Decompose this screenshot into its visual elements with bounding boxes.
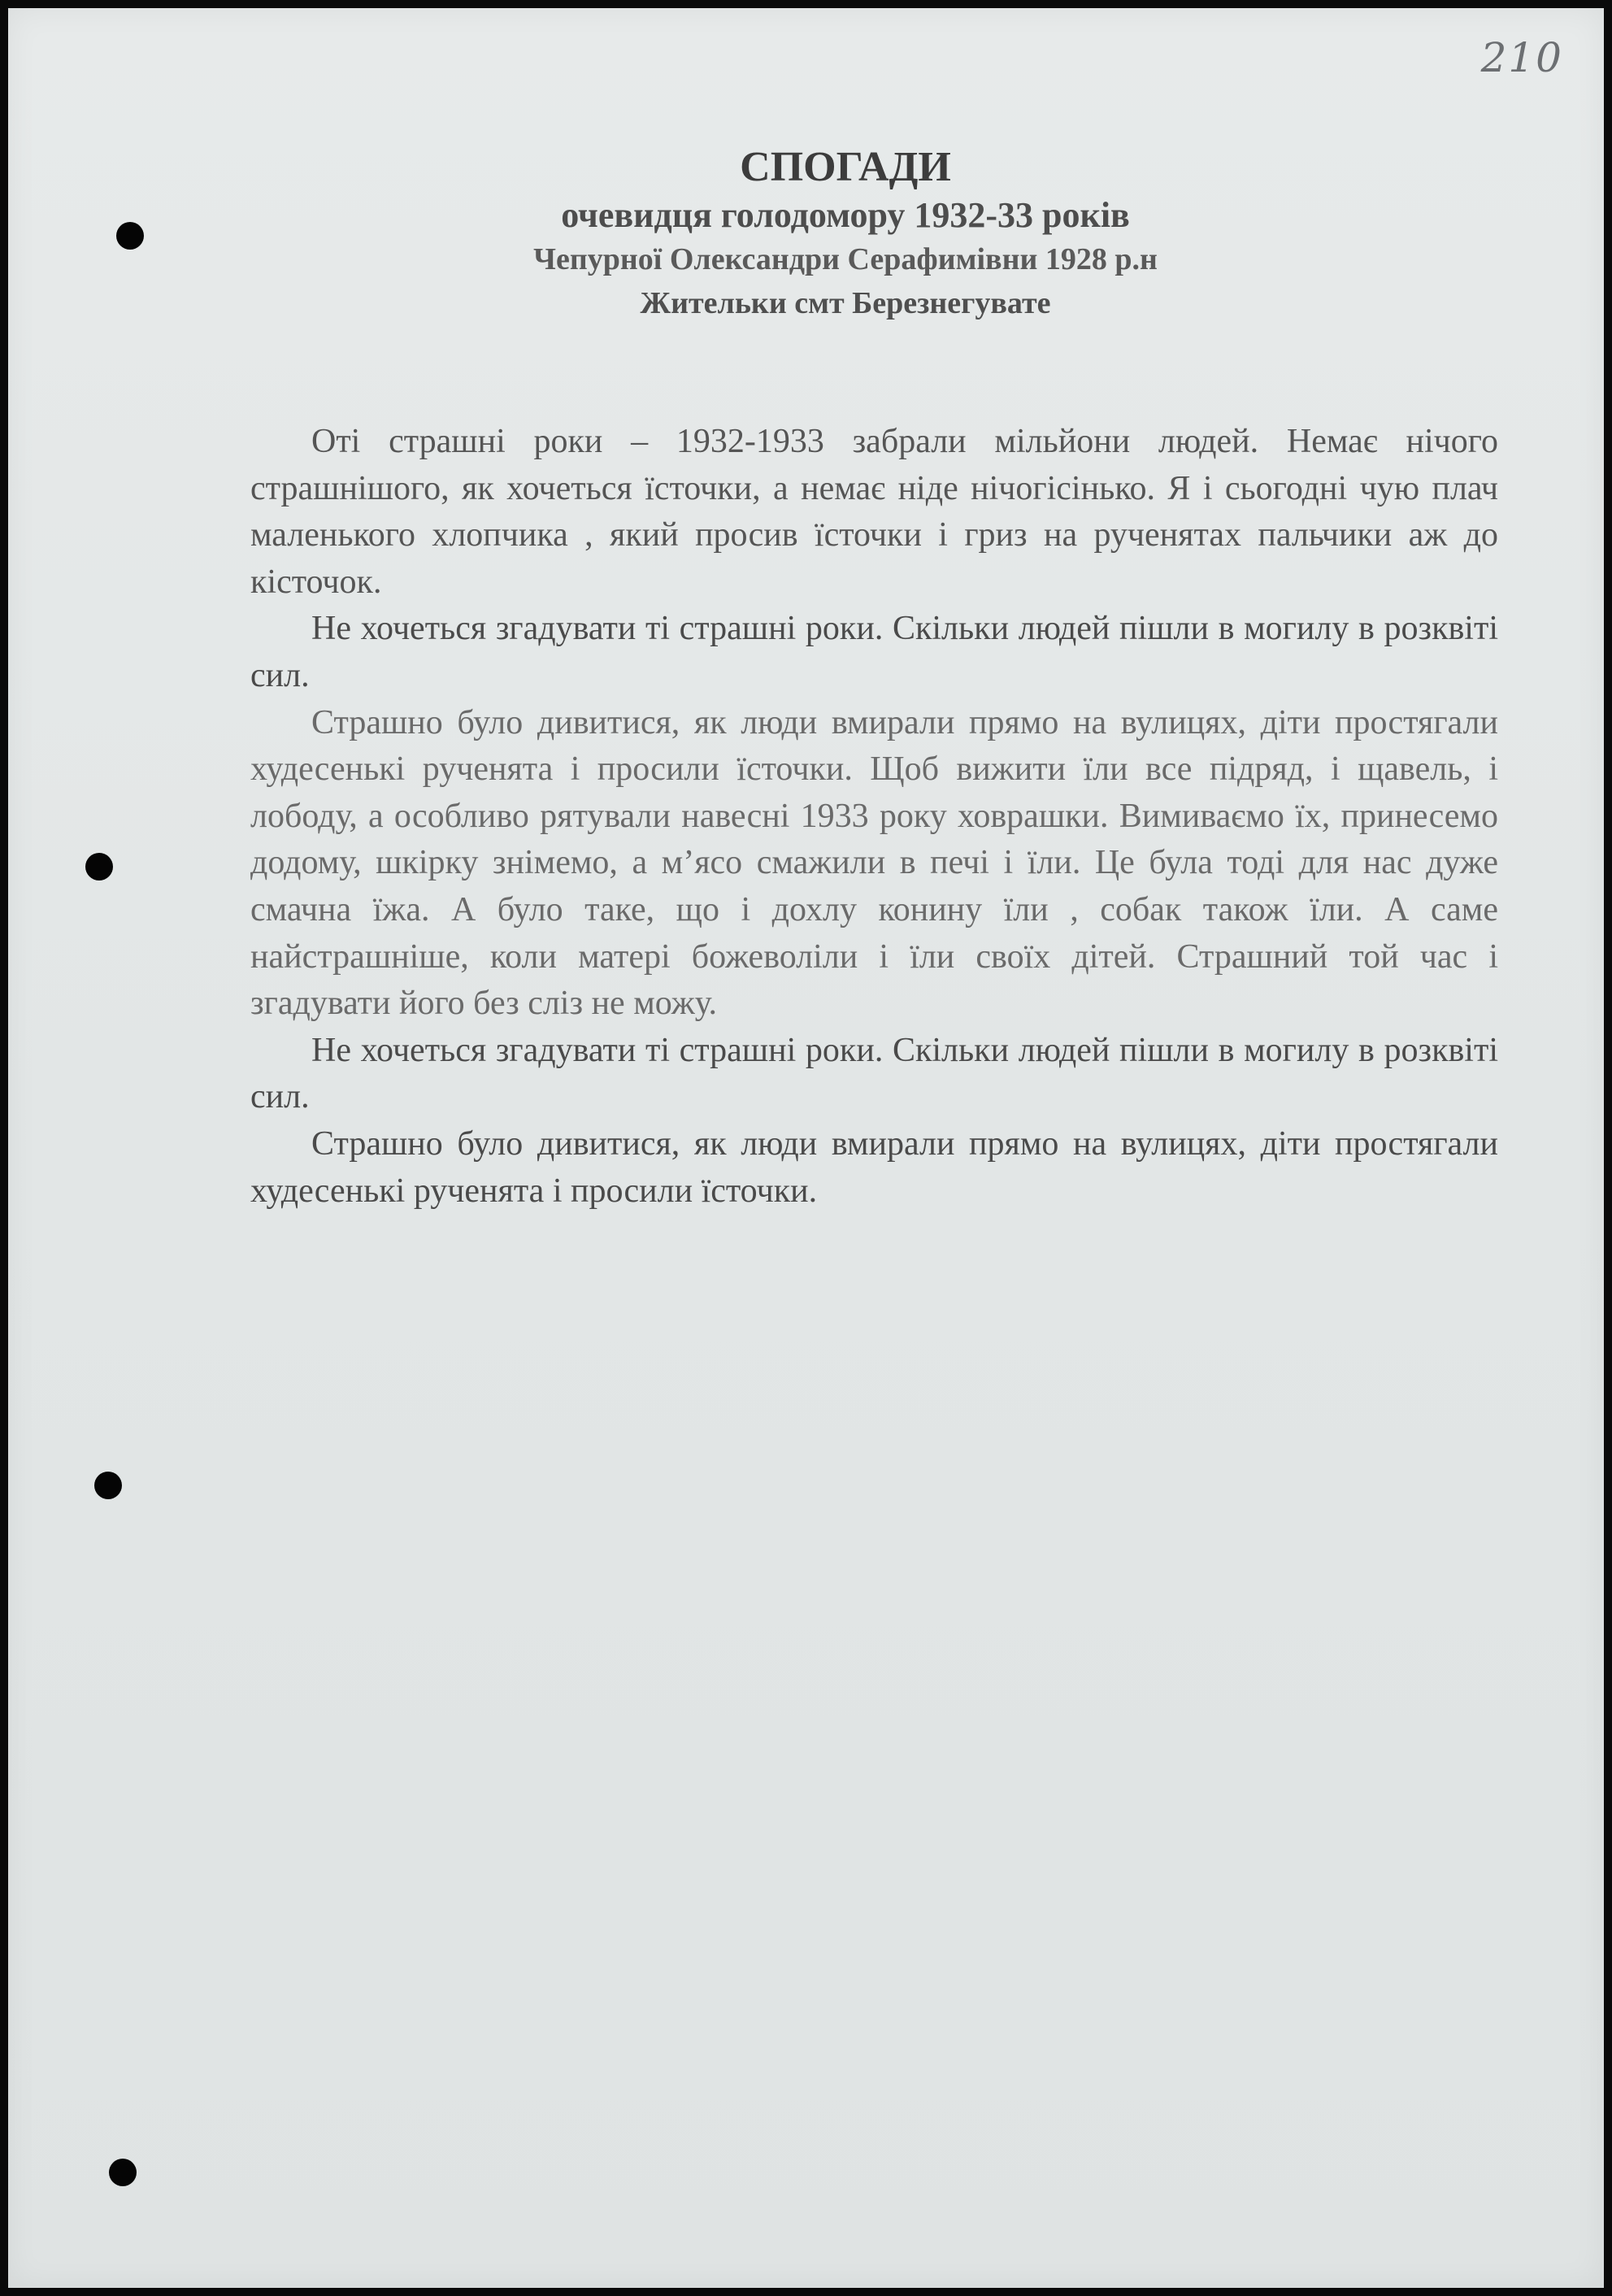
paragraph: Не хочеться згадувати ті страшні роки. Скільки людей пішли в могилу в розквіті сил.	[250, 610, 1498, 694]
document-subtitle: очевидця голодомору 1932-33 років	[561, 195, 1130, 235]
punch-hole	[109, 2159, 137, 2186]
punch-hole	[85, 853, 113, 881]
document-title: СПОГАДИ	[740, 144, 951, 190]
paragraph: Оті страшні роки – 1932-1933 забрали мільйони людей. Немає нічого страшнішого, як хочеться їсточки, а немає ніде нічогісінько. Я і сьогодні чую плач маленького хлопчика , який просив їсточки і гриз на рученятах пальчики аж до кісточок.	[250, 423, 1498, 601]
document-body	[250, 419, 1498, 1215]
document-header	[236, 142, 1455, 326]
document-page	[8, 8, 1604, 2288]
handwritten-page-number: 210	[1480, 34, 1563, 81]
punch-hole	[116, 222, 144, 250]
paragraph: Страшно було дивитися, як люди вмирали прямо на вулицях, діти простягали худесенькі рученята і просили їсточки. Щоб вижити їли все підряд, і щавель, і лободу, а особливо рятували навесні 1933 року ховрашки. Вимиваємо їх, принесемо додому, шкірку знімемо, а м’ясо смажили в печі і їли. Це була тоді для нас дуже смачна їжа. А було таке, що і дохлу конину їли , собак також їли. А саме найстрашніше, коли матері божеволіли і їли своїх дітей. Страшний той час і згадувати його без сліз не можу.	[250, 703, 1498, 1023]
paragraph: Страшно було дивитися, як люди вмирали прямо на вулицях, діти простягали худесенькі рученята і просили їсточки.	[250, 1124, 1498, 1210]
punch-hole	[94, 1472, 122, 1499]
paragraph: Не хочеться згадувати ті страшні роки. Скільки людей пішли в могилу в розквіті сил.	[250, 1031, 1498, 1116]
author-line: Чепурної Олександри Серафимівни 1928 р.н	[533, 242, 1158, 276]
residence-line: Жительки смт Березнегувате	[640, 286, 1051, 320]
